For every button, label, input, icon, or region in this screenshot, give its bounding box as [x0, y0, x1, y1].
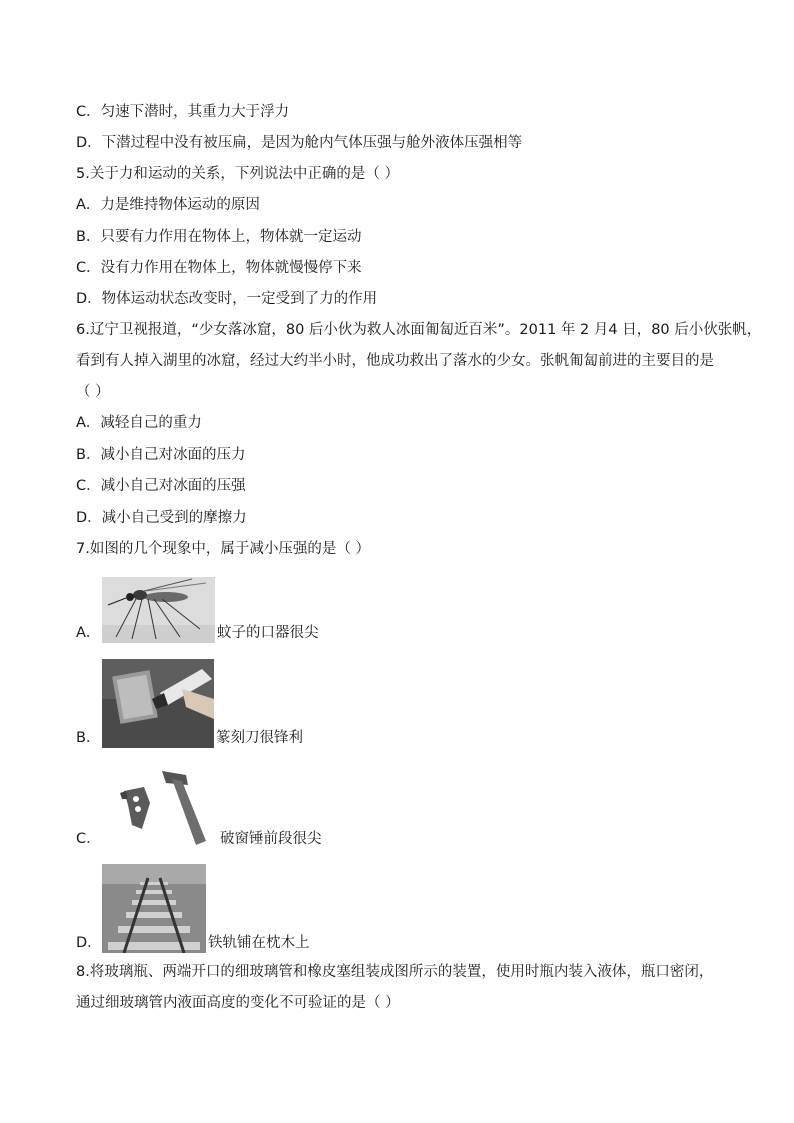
q4-option-c: C．匀速下潜时，其重力大于浮力	[76, 104, 290, 120]
q6-option-c: C．减小自己对冰面的压强	[76, 478, 246, 494]
q7-option-d-caption: 铁轨铺在枕木上	[208, 935, 310, 951]
q7-option-d	[76, 858, 476, 953]
q7-option-a-letter: A．	[76, 625, 101, 641]
q5-stem: 5.关于力和运动的关系，下列说法中正确的是（ ）	[76, 166, 399, 182]
q8-stem-line1: 8.将玻璃瓶、两端开口的细玻璃管和橡皮塞组装成图所示的装置，使用时瓶内装入液体，瓶口密闭，	[76, 964, 714, 980]
q7-option-b-letter: B．	[76, 730, 101, 746]
q6-stem-line1: 6.辽宁卫视报道，“少女落冰窟，80 后小伙为救人冰面匍匐近百米”。2011 年 2 月4 日，80 后小伙张帆，	[76, 322, 762, 338]
q5-option-b: B．只要有力作用在物体上，物体就一定运动	[76, 229, 362, 245]
q6-stem-line2: 看到有人掉入湖里的冰窟，经过大约半小时，他成功救出了落水的少女。张帆匍匐前进的主要目的是	[76, 353, 714, 369]
q7-option-c	[76, 756, 476, 849]
q5-option-c: C．没有力作用在物体上，物体就慢慢停下来	[76, 260, 362, 276]
q7-option-a	[76, 570, 476, 643]
q5-option-d: D．物体运动状态改变时，一定受到了力的作用	[76, 291, 378, 307]
q7-option-b-caption: 篆刻刀很锋利	[216, 730, 303, 746]
q7-stem: 7.如图的几个现象中，属于减小压强的是（ ）	[76, 541, 370, 557]
q6-stem-line3: （ ）	[76, 384, 110, 400]
q4-option-d: D．下潜过程中没有被压扁，是因为舱内气体压强与舱外液体压强相等	[76, 135, 523, 151]
railway-track-image	[102, 864, 206, 953]
q7-option-b	[76, 653, 476, 748]
q5-option-a: A．力是维持物体运动的原因	[76, 197, 260, 213]
carving-knife-image	[102, 659, 214, 748]
safety-hammer-image	[102, 765, 214, 849]
q6-option-d: D．减小自己受到的摩擦力	[76, 510, 247, 526]
q6-option-b: B．减小自己对冰面的压力	[76, 447, 246, 463]
mosquito-image	[102, 577, 215, 643]
q7-option-d-letter: D．	[76, 935, 102, 951]
q6-option-a: A．减轻自己的重力	[76, 415, 202, 431]
q7-option-a-caption: 蚊子的口器很尖	[217, 625, 319, 641]
q7-option-c-caption: 破窗锤前段很尖	[220, 831, 322, 847]
q7-option-c-letter: C．	[76, 831, 101, 847]
q8-stem-line2: 通过细玻璃管内液面高度的变化不可验证的是（ ）	[76, 995, 400, 1011]
